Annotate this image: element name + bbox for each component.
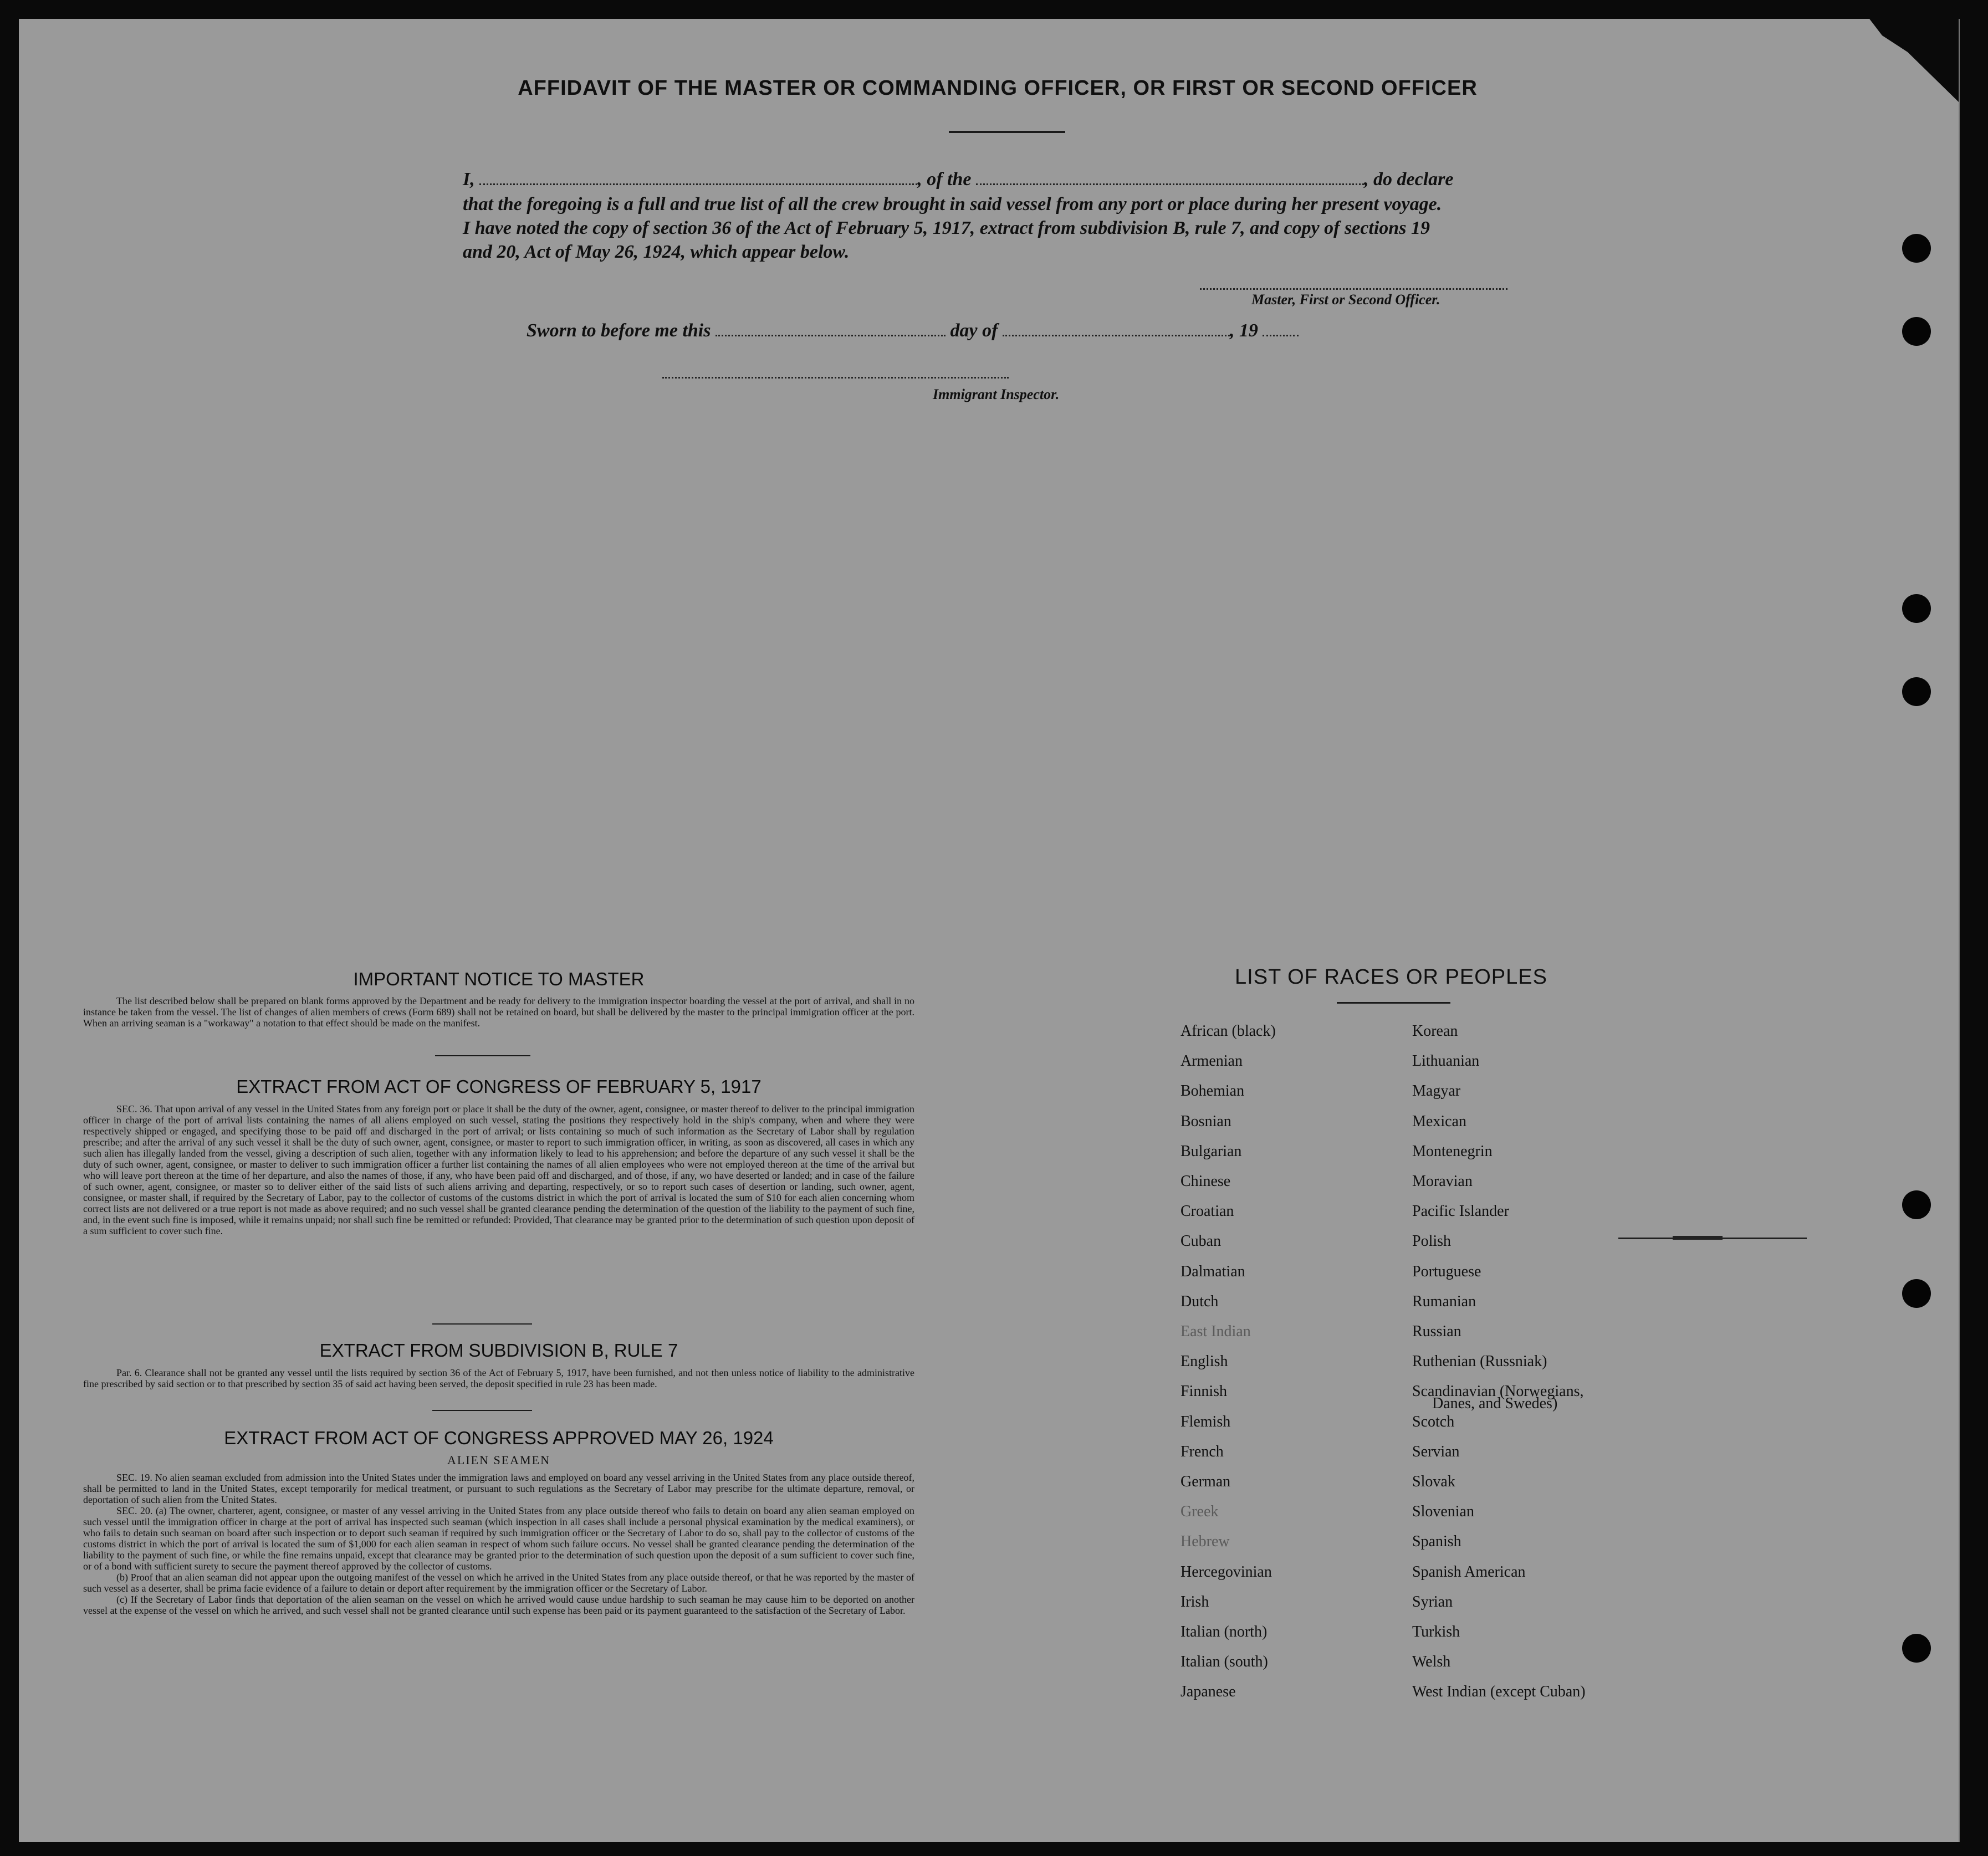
- race-item: Finnish: [1180, 1383, 1228, 1400]
- binder-hole: [1902, 234, 1931, 263]
- race-item: Mexican: [1412, 1113, 1466, 1130]
- race-item: East Indian: [1180, 1323, 1251, 1340]
- races-underline: [1337, 1002, 1450, 1004]
- sworn-month-blank[interactable]: [1003, 331, 1230, 336]
- race-item: Welsh: [1412, 1653, 1451, 1670]
- race-item: Magyar: [1412, 1082, 1461, 1100]
- race-item: Slovenian: [1412, 1503, 1474, 1520]
- inspector-signature-line[interactable]: [662, 377, 1009, 379]
- sec20c-paragraph: (c) If the Secretary of Labor finds that deportation of the alien seaman on the vessel on which he arrived would cause undue hardship to such seaman he may cause him to be deported on another vessel at the expense of the vessel on which he arrived, and such vessel shall not be granted clearance until such expense has been paid or its payment guaranteed to the satisfaction of the Secretary of Labor.: [83, 1594, 914, 1616]
- divider: [435, 1055, 530, 1056]
- race-item: Scotch: [1412, 1413, 1455, 1430]
- affidavit-line-3: I have noted the copy of section 36 of the Act of February 5, 1917, extract from subdivision B, rule 7, and copy of sections 19: [463, 218, 1430, 238]
- sec20a-paragraph: SEC. 20. (a) The owner, charterer, agent, consignee, or master of any vessel arriving in the United States from any place outside thereof who fails to detain on board any alien seaman employed on such vessel until the immigration officer in charge at the port of arrival has inspected such seaman (which inspection in all cases shall include a personal physical examination by the medical examiners), or who fails to detain such seaman on board after such inspection or to deport such seaman if required by such immigration officer or the Secretary of Labor to do so, shall pay to the collector of customs of the customs district in which the port of arrival is located the sum of $1,000 for each alien seaman in respect of whom such failure occurs. No vessel shall be granted clearance pending the determination of the liability to the payment of such fine, or while the fine remains unpaid, except that clearance may be granted prior to the determination of such question upon the deposit of a sum sufficient to cover such fine, or of a bond with sufficient surety to secure the payment thereof approved by the collector of customs.: [83, 1505, 914, 1572]
- binder-hole: [1902, 317, 1931, 346]
- affidavit-title: AFFIDAVIT OF THE MASTER OR COMMANDING OFFICER, OR FIRST OR SECOND OFFICER: [518, 76, 1478, 100]
- divider: [432, 1410, 532, 1411]
- races-heading: LIST OF RACES OR PEOPLES: [1235, 965, 1547, 989]
- race-item: Servian: [1412, 1443, 1460, 1460]
- binder-hole: [1902, 594, 1931, 623]
- inspector-label: Immigrant Inspector.: [933, 386, 1060, 402]
- notice-paragraph: The list described below shall be prepared on blank forms approved by the Department and be ready for delivery to the immigration inspector boarding the vessel at the port of arrival, and shall in no instance be taken from the vessel. The list of changes of alien members of crews (Form 689) shall not be retained on board, but shall be delivered by the master to the principal immigration officer at the port. When an arriving seaman is a "workaway" a notation to that effect should be made on the manifest.: [83, 995, 914, 1029]
- race-item: Portuguese: [1412, 1263, 1481, 1280]
- sworn-prefix: Sworn to before me this: [527, 320, 711, 341]
- race-item: Bulgarian: [1180, 1143, 1242, 1160]
- race-item: Hebrew: [1180, 1533, 1230, 1550]
- race-item: English: [1180, 1353, 1228, 1370]
- race-item: Cuban: [1180, 1233, 1222, 1250]
- par6-paragraph: Par. 6. Clearance shall not be granted any vessel until the lists required by section 36 of the Act of February 5, 1917, have been furnished, and not then unless notice of liability to the administrative fine prescribed by said section or to that prescribed by section 35 of said act having been served, the deposit specified in rule 23 has been made.: [83, 1367, 914, 1389]
- sec36-paragraph: SEC. 36. That upon arrival of any vessel in the United States from any foreign port or place it shall be the duty of the owner, agent, consignee, or master thereof to deliver to the principal immigration officer in charge of the port of arrival lists containing the names of all aliens employed on such vessel, stating the positions they respectively hold in the ship's company, when and where they were respectively shipped or engaged, and specifying those to be paid off and discharged in the port of arrival; or lists containing so much of such information as the Secretary of Labor shall by regulation prescribe; and after the arrival of any such vessel it shall be the duty of such owner, agent, consignee, or master to report to such immigration officer, in writing, as soon as discovered, all cases in which any such alien has illegally landed from the vessel, giving a description of such alien, together with any information likely to lead to his apprehension; and before the departure of any such vessel it shall be the duty of such owner, agent, consignee, or master to deliver to such immigration officer a further list containing the names of all alien employees who were not employed thereon at the time of the arrival but who will leave port thereon at the time of her departure, and also the names of those, if any, who have been paid off and discharged, and of those, if any, wo have deserted or landed; and in case of the failure of such owner, agent, consignee, or master so to deliver either of the said lists of such aliens arriving and departing, respectively, or so to report such cases of desertion or landing, such owner, agent, consignee, or master shall, if required by the Secretary of Labor, pay to the collector of customs of the customs district in which the port of arrival is located the sum of $10 for each alien concerning whom correct lists are not delivered or a true report is not made as above required; and no such vessel shall be granted clearance pending the determination of the question of the liability to the payment of such fine, and, in the event such fine is imposed, while it remains unpaid; nor shall such fine be remitted or refunded: Provided, That clearance may be granted prior to the determination of such question upon deposit of a sum sufficient to cover such fine.: [83, 1103, 914, 1236]
- extract-rule7-heading: EXTRACT FROM SUBDIVISION B, RULE 7: [319, 1340, 678, 1361]
- master-signature-line[interactable]: [1200, 288, 1507, 290]
- race-item: Flemish: [1180, 1413, 1231, 1430]
- race-item: Italian (north): [1180, 1623, 1268, 1640]
- race-item: Russian: [1412, 1323, 1461, 1340]
- race-item: Croatian: [1180, 1203, 1234, 1220]
- race-item: Ruthenian (Russniak): [1412, 1353, 1547, 1370]
- race-item: Slovak: [1412, 1473, 1455, 1490]
- race-item: Spanish American: [1412, 1563, 1526, 1581]
- torn-corner: [1831, 19, 1959, 102]
- race-item: Chinese: [1180, 1173, 1231, 1190]
- race-item: Italian (south): [1180, 1653, 1268, 1670]
- race-item: Armenian: [1180, 1052, 1243, 1070]
- affidavit-line-2: that the foregoing is a full and true list of all the crew brought in said vessel from any port or place during her present voyage.: [463, 194, 1442, 214]
- divider: [432, 1323, 532, 1325]
- race-item: Polish: [1412, 1233, 1452, 1250]
- race-item: Korean: [1412, 1022, 1458, 1040]
- binder-hole: [1902, 1634, 1931, 1663]
- race-item: Montenegrin: [1412, 1143, 1493, 1160]
- race-item: Hercegovinian: [1180, 1563, 1272, 1581]
- race-item: Pacific Islander: [1412, 1203, 1509, 1220]
- binder-hole: [1902, 1279, 1931, 1308]
- race-item: African (black): [1180, 1022, 1276, 1040]
- race-item: Moravian: [1412, 1173, 1473, 1190]
- race-item: Greek: [1180, 1503, 1219, 1520]
- sec19-paragraph: SEC. 19. No alien seaman excluded from admission into the United States under the immigration laws and employed on board any vessel arriving in the United States from any place outside thereof, shall be permitted to land in the United States, except temporarily for medical treatment, or pursuant to such regulations as the Secretary of Labor may prescribe for the ultimate departure, removal, or deportation of such alien from the United States.: [83, 1472, 914, 1505]
- sworn-line: [527, 320, 1613, 341]
- alien-seamen-subheading: ALIEN SEAMEN: [447, 1453, 550, 1467]
- vessel-blank[interactable]: [976, 180, 1364, 185]
- title-underline: [949, 131, 1065, 133]
- race-item: Irish: [1180, 1593, 1209, 1610]
- race-item: Bohemian: [1180, 1082, 1245, 1100]
- race-item: Turkish: [1412, 1623, 1460, 1640]
- affidavit-of-the: , of the: [917, 169, 972, 190]
- extract-rule7-text: [83, 1367, 914, 1389]
- race-item: Japanese: [1180, 1683, 1236, 1700]
- sworn-day-of: day of: [950, 320, 998, 341]
- race-item-continuation: Danes, and Swedes): [1432, 1395, 1558, 1412]
- affidavit-i: I,: [463, 169, 475, 190]
- notice-heading: IMPORTANT NOTICE TO MASTER: [353, 969, 645, 989]
- ink-smudge: [1673, 1236, 1723, 1240]
- affidavit-do-declare: , do declare: [1364, 169, 1454, 190]
- extract-1917-heading: EXTRACT FROM ACT OF CONGRESS OF FEBRUARY 5, 1917: [236, 1076, 762, 1097]
- sworn-date-blank[interactable]: [716, 331, 946, 336]
- race-item: Dutch: [1180, 1293, 1219, 1310]
- extract-1924-text: [83, 1472, 914, 1616]
- sworn-year-blank[interactable]: [1263, 331, 1299, 336]
- race-item: Scandinavian (Norwegians,: [1412, 1383, 1584, 1400]
- race-item: Dalmatian: [1180, 1263, 1245, 1280]
- race-item: German: [1180, 1473, 1231, 1490]
- name-blank[interactable]: [479, 180, 917, 185]
- race-item: Spanish: [1412, 1533, 1461, 1550]
- sworn-year: , 19: [1229, 320, 1258, 341]
- race-item: French: [1180, 1443, 1224, 1460]
- race-item: Rumanian: [1412, 1293, 1476, 1310]
- notice-text: [83, 995, 914, 1029]
- race-item: Syrian: [1412, 1593, 1453, 1610]
- extract-1917-text: [83, 1103, 914, 1236]
- affidavit-line-4: and 20, Act of May 26, 1924, which appear below.: [463, 242, 850, 262]
- master-signature-label: Master, First or Second Officer.: [1251, 292, 1440, 308]
- sec20b-paragraph: (b) Proof that an alien seaman did not appear upon the outgoing manifest of the vessel on which he arrived in the United States from any place outside thereof, or that he was reported by the master of such vessel as a deserter, shall be prima facie evidence of a failure to detain or deport after requirement by the immigration officer or the Secretary of Labor.: [83, 1572, 914, 1594]
- race-item: West Indian (except Cuban): [1412, 1683, 1586, 1700]
- extract-1924-heading: EXTRACT FROM ACT OF CONGRESS APPROVED MAY 26, 1924: [224, 1428, 774, 1448]
- binder-hole: [1902, 677, 1931, 706]
- binder-hole: [1902, 1190, 1931, 1219]
- affidavit-line-1: [463, 169, 1549, 190]
- race-item: Bosnian: [1180, 1113, 1231, 1130]
- race-item: Lithuanian: [1412, 1052, 1480, 1070]
